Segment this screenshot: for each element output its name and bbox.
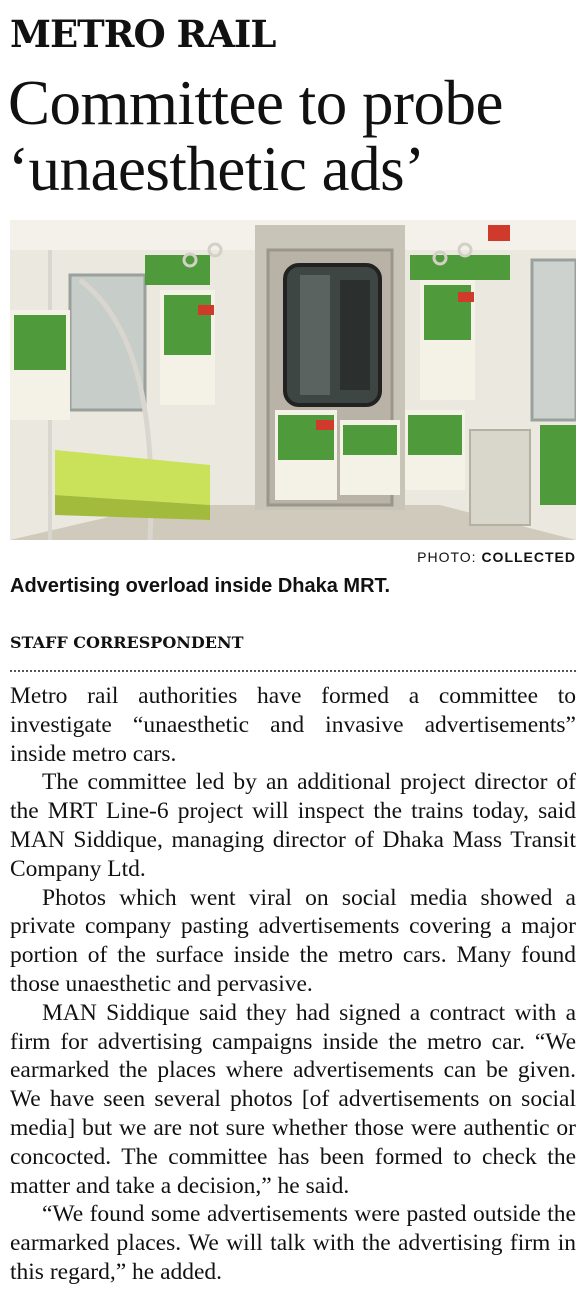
photo-credit [417,549,576,565]
paragraph: “We found some advertisements were pasted outside the earmarked places. We will talk with the advertising firm in this regard,” he added. [10,1201,576,1285]
headline: Committee to probe ‘unaesthetic ads’ [8,68,503,204]
news-photo [10,220,576,540]
section-kicker: METRO RAIL [10,12,276,56]
photo-credit-label: PHOTO: [417,549,477,565]
paragraph: Photos which went viral on social media showed a private company pasting advertisements covering a major portion of the surface inside the metro cars. Many found those unaesthetic and pervasive. [10,884,576,997]
paragraph: Metro rail authorities have formed a committee to investigate “unaesthetic and invasive advertisements” inside metro cars. [10,683,576,767]
dotted-divider [10,670,576,672]
photo-credit-source: COLLECTED [481,549,576,565]
photo-caption: Advertising overload inside Dhaka MRT. [10,575,391,597]
article-body [10,682,576,1287]
byline: STAFF CORRESPONDENT [10,633,244,652]
paragraph: The committee led by an additional project director of the MRT Line-6 project will inspect the trains today, said MAN Siddique, managing director of Dhaka Mass Transit Company Ltd. [10,769,576,882]
paragraph: MAN Siddique said they had signed a contract with a firm for advertising campaigns inside the metro car. “We earmarked the places where advertisements can be given. We have seen several photos [of advertisements on social media] but we are not sure whether those were authentic or concocted. The committee has been formed to check the matter and take a decision,” he said. [10,999,576,1199]
